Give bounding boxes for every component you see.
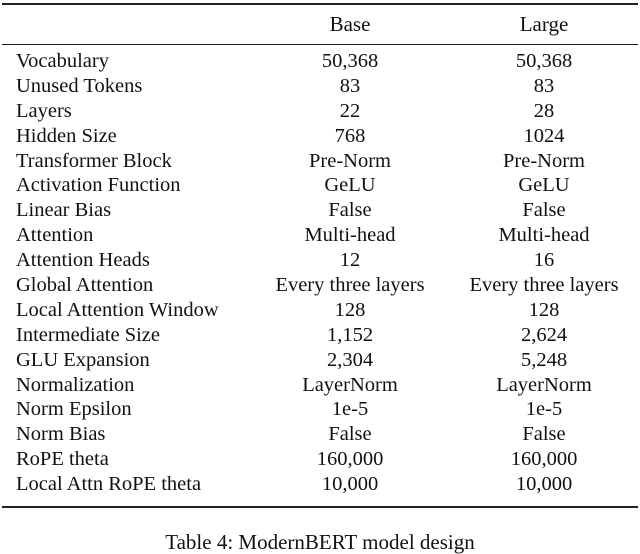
table-row: [0, 447, 640, 472]
row-large-value: 2,624: [520, 323, 568, 346]
row-base-value: 50,368: [321, 50, 379, 72]
table-row: [0, 348, 640, 373]
header-large: Large: [519, 12, 569, 36]
row-parameter-name: Layers: [16, 99, 72, 122]
table-top-rule: [2, 3, 638, 5]
table-row: [0, 472, 640, 497]
row-parameter-name: Intermediate Size: [16, 323, 161, 346]
row-parameter-name: Local Attn RoPE theta: [16, 473, 202, 496]
table-row: [0, 74, 640, 99]
table-row: [0, 149, 640, 174]
row-parameter-name: Norm Epsilon: [16, 398, 132, 421]
row-base-value: 1,152: [326, 323, 374, 346]
table-row: [0, 223, 640, 248]
row-base-value: 768: [334, 124, 366, 147]
row-base-value: False: [328, 199, 372, 222]
row-large-value: Pre-Norm: [503, 149, 585, 172]
table-row: [0, 422, 640, 447]
row-large-value: 1e-5: [525, 398, 563, 421]
row-large-value: False: [522, 423, 566, 446]
row-large-value: False: [522, 199, 566, 222]
row-large-value: Every three layers: [469, 274, 619, 297]
row-base-value: 22: [339, 99, 361, 122]
row-parameter-name: Unused Tokens: [16, 74, 143, 97]
row-parameter-name: Global Attention: [16, 274, 154, 297]
row-parameter-name: Activation Function: [16, 174, 181, 197]
row-base-value: 160,000: [316, 448, 384, 471]
row-large-value: 5,248: [520, 348, 568, 371]
row-large-value: 1024: [523, 124, 565, 147]
row-parameter-name: Vocabulary: [16, 50, 109, 72]
row-large-value: 50,368: [515, 50, 573, 72]
table-row: [0, 248, 640, 273]
table-row: [0, 397, 640, 422]
table-header-rule: [2, 44, 638, 45]
header-base: Base: [329, 12, 371, 36]
row-base-value: Multi-head: [304, 224, 396, 247]
row-base-value: Every three layers: [275, 274, 425, 297]
row-large-value: 83: [533, 74, 555, 97]
table-bottom-rule: [2, 506, 638, 508]
table-row: [0, 49, 640, 74]
row-base-value: 10,000: [321, 473, 379, 496]
row-base-value: LayerNorm: [302, 373, 398, 396]
table-row: [0, 124, 640, 149]
table-row: [0, 323, 640, 348]
row-parameter-name: RoPE theta: [16, 448, 109, 471]
table-row: [0, 273, 640, 298]
row-parameter-name: Norm Bias: [16, 423, 106, 446]
table-row: [0, 173, 640, 198]
row-large-value: 128: [528, 298, 560, 321]
row-large-value: 16: [533, 249, 555, 272]
table-row: [0, 99, 640, 124]
row-base-value: 1e-5: [331, 398, 369, 421]
row-large-value: 10,000: [515, 473, 573, 496]
table-header-row: [0, 10, 640, 38]
table-body: [0, 49, 640, 497]
row-parameter-name: Attention Heads: [16, 249, 150, 272]
table-row: [0, 373, 640, 398]
table-row: [0, 198, 640, 223]
row-base-value: GeLU: [324, 174, 376, 197]
row-base-value: 128: [334, 298, 366, 321]
row-base-value: 12: [339, 249, 361, 272]
row-parameter-name: Attention: [16, 224, 94, 247]
row-base-value: False: [328, 423, 372, 446]
row-base-value: 83: [339, 74, 361, 97]
row-parameter-name: Local Attention Window: [16, 298, 219, 321]
row-parameter-name: Transformer Block: [16, 149, 172, 172]
row-parameter-name: Normalization: [16, 373, 135, 396]
row-large-value: LayerNorm: [496, 373, 592, 396]
row-base-value: Pre-Norm: [309, 149, 391, 172]
row-parameter-name: Linear Bias: [16, 199, 112, 222]
row-parameter-name: GLU Expansion: [16, 348, 150, 371]
row-base-value: 2,304: [326, 348, 374, 371]
row-large-value: 28: [533, 99, 555, 122]
table-caption: Table 4: ModernBERT model design: [165, 530, 475, 554]
row-large-value: 160,000: [510, 448, 578, 471]
row-large-value: Multi-head: [498, 224, 590, 247]
row-large-value: GeLU: [518, 174, 570, 197]
row-parameter-name: Hidden Size: [16, 124, 117, 147]
table-row: [0, 298, 640, 323]
